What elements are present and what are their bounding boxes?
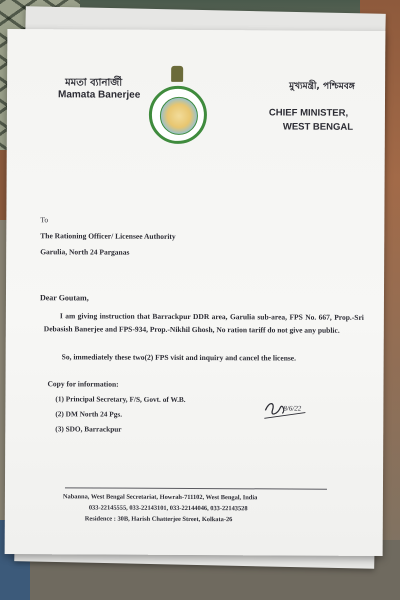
sender-title: CHIEF MINISTER, <box>268 107 349 119</box>
sender-name-bengali: মমতা ব্যানার্জী <box>65 77 123 89</box>
footer-address: Nabanna, West Bengal Secretariat, Howrah-711102, West Bengal, India <box>62 493 258 502</box>
copy-item: (3) SDO, Barrackpur <box>55 424 122 434</box>
recipient-office: The Rationing Officer/ Licensee Authority <box>40 231 176 241</box>
signature-date: 8/6/22 <box>283 404 302 413</box>
ashoka-emblem-icon <box>171 66 183 82</box>
copy-heading: Copy for information: <box>47 379 119 389</box>
action-paragraph: So, immediately these two(2) FPS visit and inquiry and cancel the license. <box>61 352 297 363</box>
footer-divider <box>65 487 327 489</box>
copy-item: (1) Principal Secretary, F/S, Govt. of W.B. <box>55 394 186 404</box>
copy-item: (2) DM North 24 Pgs. <box>55 409 123 419</box>
sender-name: Mamata Banerjee <box>58 89 141 101</box>
letter-page <box>5 29 386 556</box>
sender-title-bengali: মুখ্যমন্ত্রী, পশ্চিমবঙ্গ <box>289 81 355 92</box>
footer-phones: 033-22145555, 033-22143101, 033-22144046, 033-22143528 <box>88 504 248 513</box>
instruction-paragraph: I am giving instruction that Barrackpur DDR area, Garulia sub-area, FPS No. 667, Prop.-Sri Debasish Banerjee and FPS-934, Prop.-Nikhil Ghosh, No ration tariff do not give any public. <box>43 311 364 335</box>
biswa-bangla-seal-icon <box>149 86 207 144</box>
signature-mark <box>263 398 307 424</box>
recipient-location: Garulia, North 24 Parganas <box>40 247 130 257</box>
sender-state: WEST BENGAL <box>282 121 354 133</box>
footer-residence: Residence : 30B, Harish Chatterjee Street, Kolkata-26 <box>84 515 233 524</box>
seal-emblem <box>160 97 198 135</box>
recipient-to: To <box>40 215 49 225</box>
salutation: Dear Goutam, <box>39 293 89 303</box>
